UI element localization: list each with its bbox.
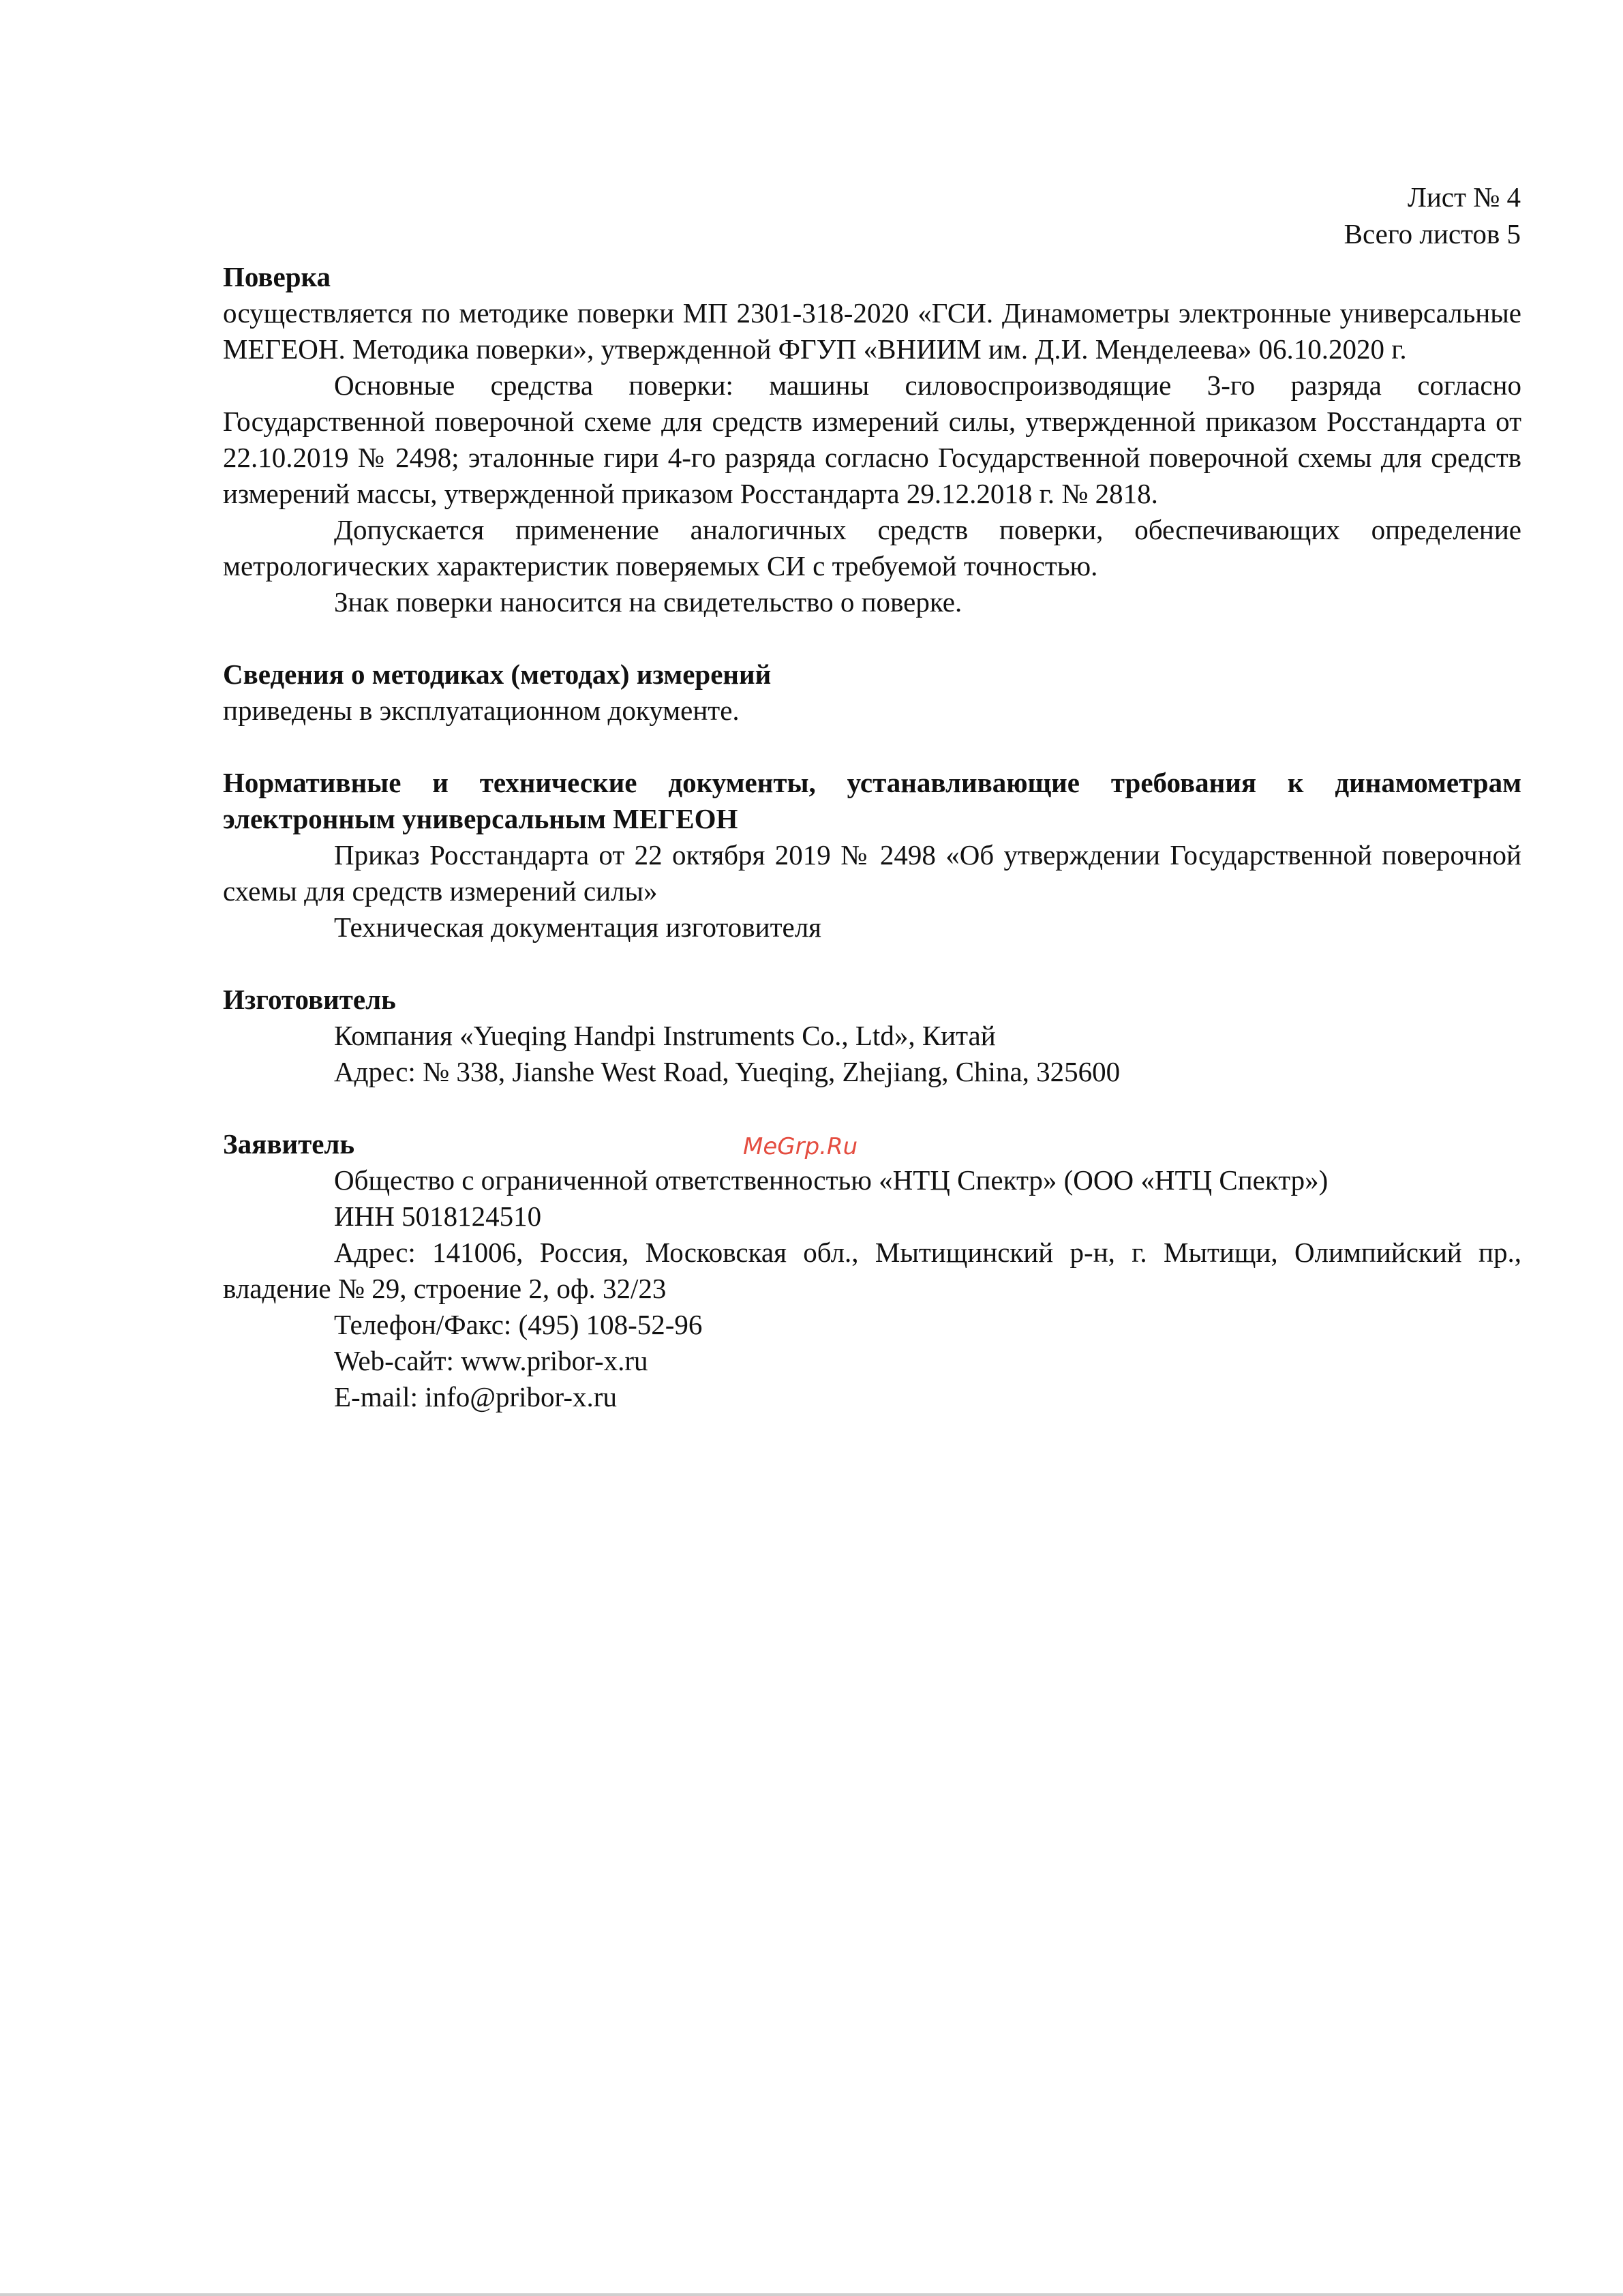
normative-item-1: Приказ Росстандарта от 22 октября 2019 № 2498 «Об утверждении Государственной поверочной схемы для средств измерений силы» <box>223 839 1521 907</box>
section-gap <box>223 1090 1521 1126</box>
page-bottom-edge <box>0 2293 1623 2296</box>
manufacturer-section <box>223 982 1521 1090</box>
methods-heading: Сведения о методиках (методах) измерений <box>223 659 772 690</box>
applicant-website: Web-сайт: www.pribor-x.ru <box>334 1345 648 1376</box>
verification-paragraph-1: осуществляется по методике поверки МП 2301-318-2020 «ГСИ. Динамометры электронные универсальные МЕГЕОН. Методика поверки», утвержденной ФГУП «ВНИИМ им. Д.И. Менделеева» 06.10.2020 г. <box>223 297 1521 365</box>
verification-paragraph-2: Основные средства поверки: машины силовоспроизводящие 3-го разряда согласно Государственной поверочной схеме для средств измерений силы, утвержденной приказом Росстандарта от 22.10.2019 № 2498; эталонные гири 4-го разряда согласно Государственной поверочной схемы для средств измерений массы, утвержденной приказом Росстандарта 29.12.2018 г. № 2818. <box>223 369 1521 509</box>
manufacturer-company: Компания «Yueqing Handpi Instruments Co., Ltd», Китай <box>334 1020 996 1051</box>
watermark: MeGrp.Ru <box>743 1133 858 1160</box>
verification-heading: Поверка <box>223 261 331 292</box>
verification-paragraph-4: Знак поверки наносится на свидетельство о поверке. <box>334 586 962 618</box>
verification-paragraph-3: Допускается применение аналогичных средств поверки, обеспечивающих определение метрологических характеристик поверяемых СИ с требуемой точностью. <box>223 514 1521 581</box>
normative-item-2: Техническая документация изготовителя <box>334 911 822 943</box>
section-gap <box>223 620 1521 656</box>
applicant-section <box>223 1126 1521 1415</box>
manufacturer-heading: Изготовитель <box>223 984 396 1015</box>
verification-section <box>223 259 1521 620</box>
sheet-info <box>1344 179 1521 252</box>
applicant-heading: Заявитель <box>223 1128 355 1160</box>
section-gap <box>223 729 1521 765</box>
sheet-total: Всего листов 5 <box>1344 218 1521 250</box>
applicant-inn: ИНН 5018124510 <box>334 1200 542 1232</box>
normative-heading: Нормативные и технические документы, устанавливающие требования к динамометрам электронным универсальным МЕГЕОН <box>223 767 1521 834</box>
section-gap <box>223 946 1521 982</box>
normative-section <box>223 765 1521 946</box>
document-body <box>223 259 1521 1415</box>
applicant-name: Общество с ограниченной ответственностью «НТЦ Спектр» (ООО «НТЦ Спектр») <box>334 1164 1329 1196</box>
sheet-number: Лист № 4 <box>1408 181 1521 213</box>
methods-section <box>223 656 1521 729</box>
applicant-phone: Телефон/Факс: (495) 108-52-96 <box>334 1309 703 1340</box>
methods-text: приведены в эксплуатационном документе. <box>223 695 740 726</box>
applicant-address: Адрес: 141006, Россия, Московская обл., Мытищинский р-н, г. Мытищи, Олимпийский пр., владение № 29, строение 2, оф. 32/23 <box>223 1237 1521 1304</box>
applicant-email: E-mail: info@pribor-x.ru <box>334 1381 617 1413</box>
manufacturer-address: Адрес: № 338, Jianshe West Road, Yueqing, Zhejiang, China, 325600 <box>334 1056 1121 1087</box>
